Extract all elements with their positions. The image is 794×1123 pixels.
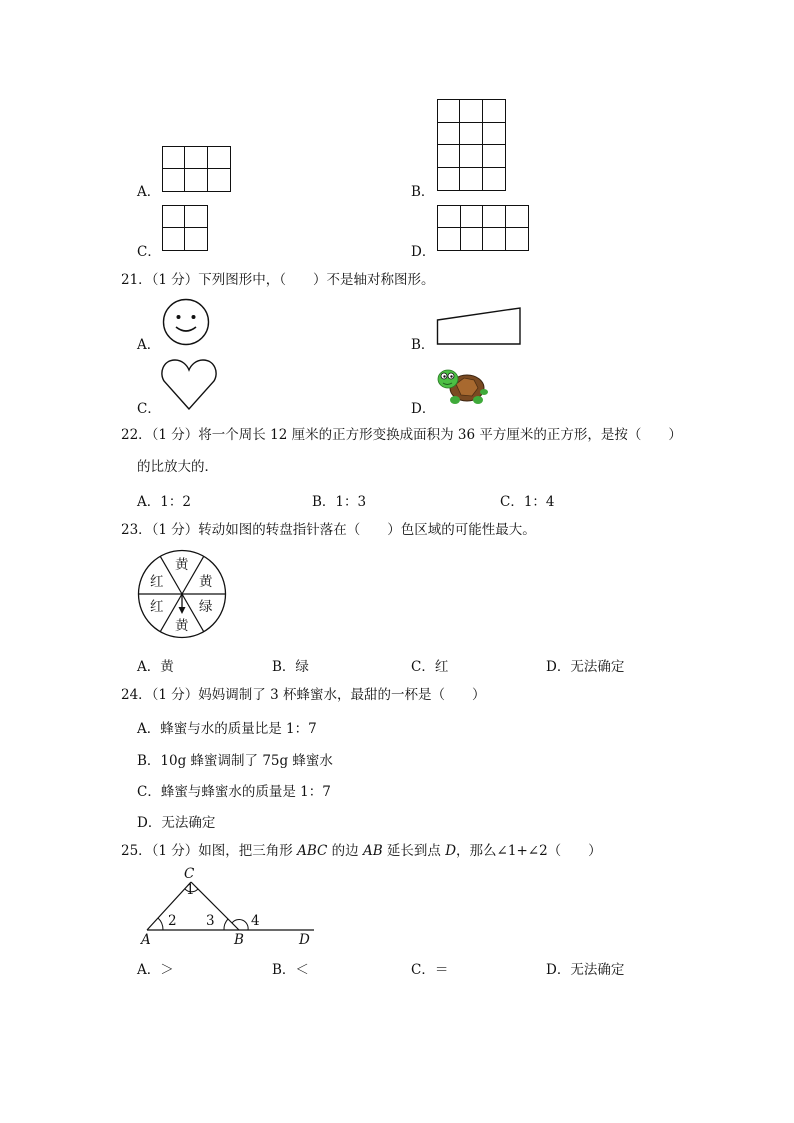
trapezoid-icon	[436, 306, 522, 346]
q25-stem	[121, 842, 602, 860]
option-label: D．	[411, 401, 436, 417]
q25-stem-suffix: ，那么∠1+∠2（ ）	[456, 843, 602, 859]
spinner-sector-label: 黄	[175, 557, 189, 573]
vertex-label-c: C	[184, 866, 195, 882]
q21-stem: 21．（1 分）下列图形中，（ ）不是轴对称图形。	[121, 272, 435, 288]
turtle-icon	[434, 364, 490, 410]
q25-stem-ab: AB	[362, 843, 383, 859]
option-label: D．	[411, 244, 436, 260]
q25-option-c[interactable]: C．＝	[411, 962, 449, 978]
spinner-sector-label: 红	[150, 574, 164, 590]
spinner-sector-label: 红	[150, 599, 164, 615]
spinner-pointer-arrowhead	[179, 607, 186, 614]
q23-option-c[interactable]: C．红	[411, 659, 449, 675]
vertex-label-d: D	[299, 932, 310, 948]
grid-figure-2x2	[162, 205, 208, 251]
q25-stem-mid1: 的边	[327, 843, 363, 859]
q23-stem: 23．（1 分）转动如图的转盘指针落在（ ）色区域的可能性最大。	[121, 522, 536, 538]
q25-option-d[interactable]: D．无法确定	[546, 962, 625, 978]
angle-label-1: 1	[186, 882, 195, 898]
angle-label-2: 2	[168, 913, 177, 929]
q25-stem-prefix: 25．（1 分）如图，把三角形	[121, 843, 298, 859]
q25-stem-d: D	[445, 843, 457, 859]
q22-option-a[interactable]: A．1：2	[137, 494, 191, 510]
option-label: A．	[137, 337, 161, 353]
vertex-label-a: A	[141, 932, 151, 948]
q22-option-c[interactable]: C．1：4	[500, 494, 555, 510]
q22-stem-line1: 22．（1 分）将一个周长 12 厘米的正方形变换成面积为 36 平方厘米的正方形，是按（ ）	[121, 427, 682, 443]
q24-option-c[interactable]: C．蜂蜜与蜂蜜水的质量是 1：7	[137, 784, 331, 800]
grid-figure-2x4	[437, 205, 529, 251]
option-label: C．	[137, 244, 161, 260]
q24-option-a[interactable]: A．蜂蜜与水的质量比是 1：7	[137, 721, 317, 737]
option-label: B．	[411, 337, 435, 353]
spinner-sector-label: 绿	[199, 599, 213, 615]
q23-option-d[interactable]: D．无法确定	[546, 659, 625, 675]
heart-icon	[161, 357, 217, 413]
q22-stem-line2: 的比放大的．	[137, 459, 218, 475]
q25-option-b[interactable]: B．＜	[272, 962, 309, 978]
option-label: B．	[411, 184, 435, 200]
q25-option-a[interactable]: A．＞	[137, 962, 174, 978]
angle-label-3: 3	[206, 913, 215, 929]
q23-option-b[interactable]: B．绿	[272, 659, 309, 675]
grid-figure-2x3	[162, 146, 231, 192]
spinner-sector-label: 黄	[175, 618, 189, 634]
q25-stem-mid2: 延长到点	[382, 843, 446, 859]
q24-option-b[interactable]: B．10g 蜂蜜调制了 75g 蜂蜜水	[137, 753, 333, 769]
q25-stem-abc: ABC	[297, 843, 328, 859]
q24-option-d[interactable]: D．无法确定	[137, 815, 216, 831]
q24-stem: 24．（1 分）妈妈调制了 3 杯蜂蜜水，最甜的一杯是（ ）	[121, 687, 486, 703]
spinner-sector-label: 黄	[199, 574, 213, 590]
vertex-label-b: B	[234, 932, 244, 948]
q23-option-a[interactable]: A．黄	[137, 659, 174, 675]
angle-label-4: 4	[251, 913, 260, 929]
q22-option-b[interactable]: B．1：3	[312, 494, 367, 510]
option-label: C．	[137, 401, 161, 417]
grid-figure-4x3	[437, 99, 506, 191]
smiley-face-icon	[162, 298, 210, 346]
option-label: A．	[137, 184, 161, 200]
triangle-diagram	[140, 870, 320, 940]
